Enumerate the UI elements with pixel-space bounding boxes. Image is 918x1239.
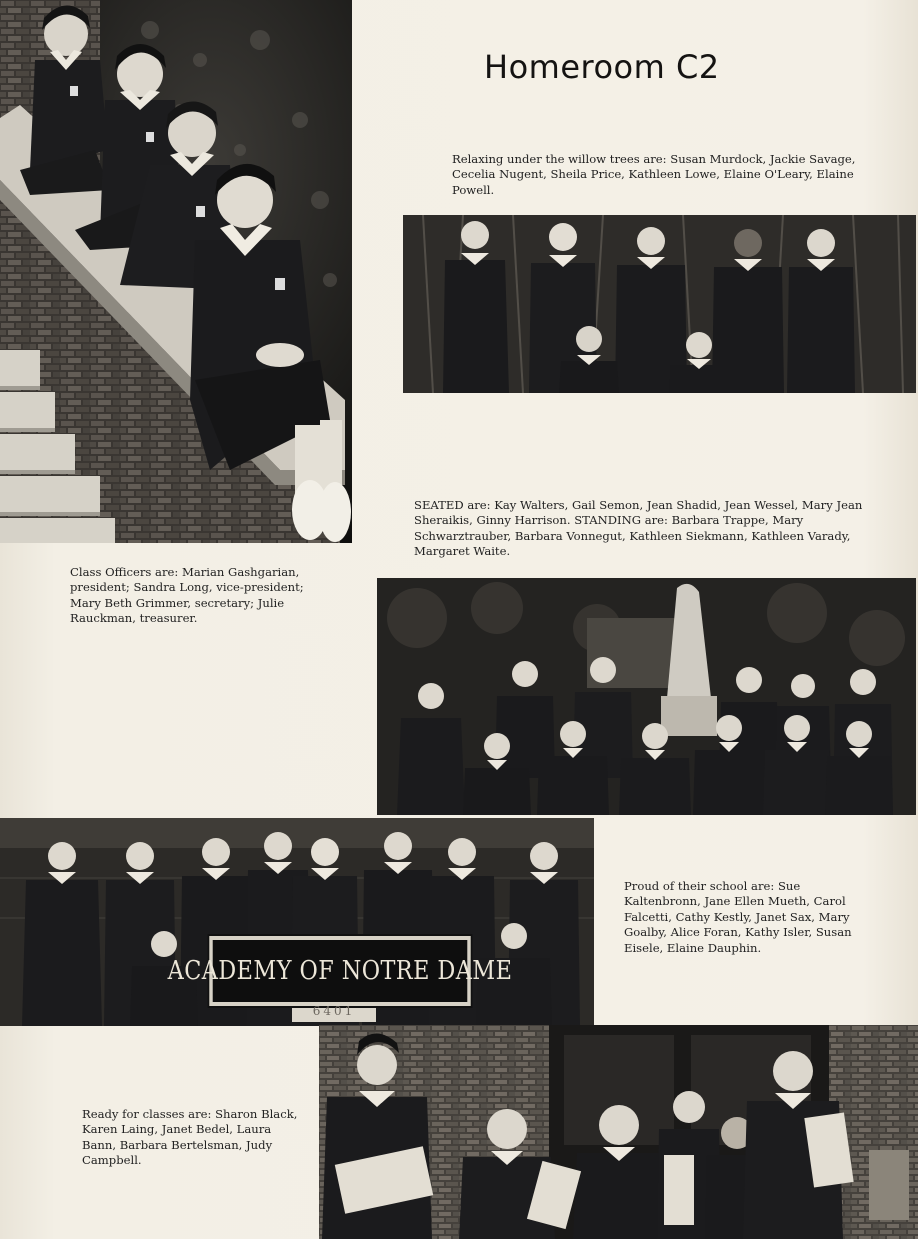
caption-proud: Proud of their school are: Sue Kaltenbronn, Jane Ellen Mueth, Carol Falcetti, Cathy Kestly, Janet Sax, Mary Goalby, Alice Foran, Kathy Isler, Susan Eisele, Elaine Dauphin. bbox=[624, 879, 852, 955]
school-sign-text: ACADEMY OF NOTRE DAME bbox=[167, 956, 513, 986]
willow-group-photo bbox=[403, 215, 916, 393]
caption-seated-standing: SEATED are: Kay Walters, Gail Semon, Jean Shadid, Jean Wessel, Mary Jean Sheraikis, Ginny Harrison. STANDING are: Barbara Trappe, Mary Schwarztrauber, Barbara Vonnegut, Kathleen Siekmann, Kathleen Varady, Margaret Waite. bbox=[414, 498, 863, 559]
statue-group-photo bbox=[377, 578, 916, 815]
address-plate bbox=[292, 1000, 376, 1022]
officers-photo bbox=[0, 0, 352, 543]
doorway-books-photo bbox=[319, 1025, 918, 1239]
caption-willow: Relaxing under the willow trees are: Susan Murdock, Jackie Savage, Cecelia Nugent, Sheila Price, Kathleen Lowe, Elaine O'Leary, Elaine Powell. bbox=[452, 152, 856, 197]
page-title: Homeroom C2 bbox=[484, 48, 720, 86]
caption-class-officers: Class Officers are: Marian Gashgarian, president; Sandra Long, vice-president; Mary Beth Grimmer, secretary; Julie Rauckman, treasurer. bbox=[70, 565, 304, 626]
school-sign bbox=[167, 936, 513, 1006]
caption-ready-for-classes: Ready for classes are: Sharon Black, Karen Laing, Janet Bedel, Laura Bann, Barbara Bertelsman, Judy Campbell. bbox=[82, 1107, 298, 1168]
address-plate-text: 6401 bbox=[312, 1004, 356, 1018]
